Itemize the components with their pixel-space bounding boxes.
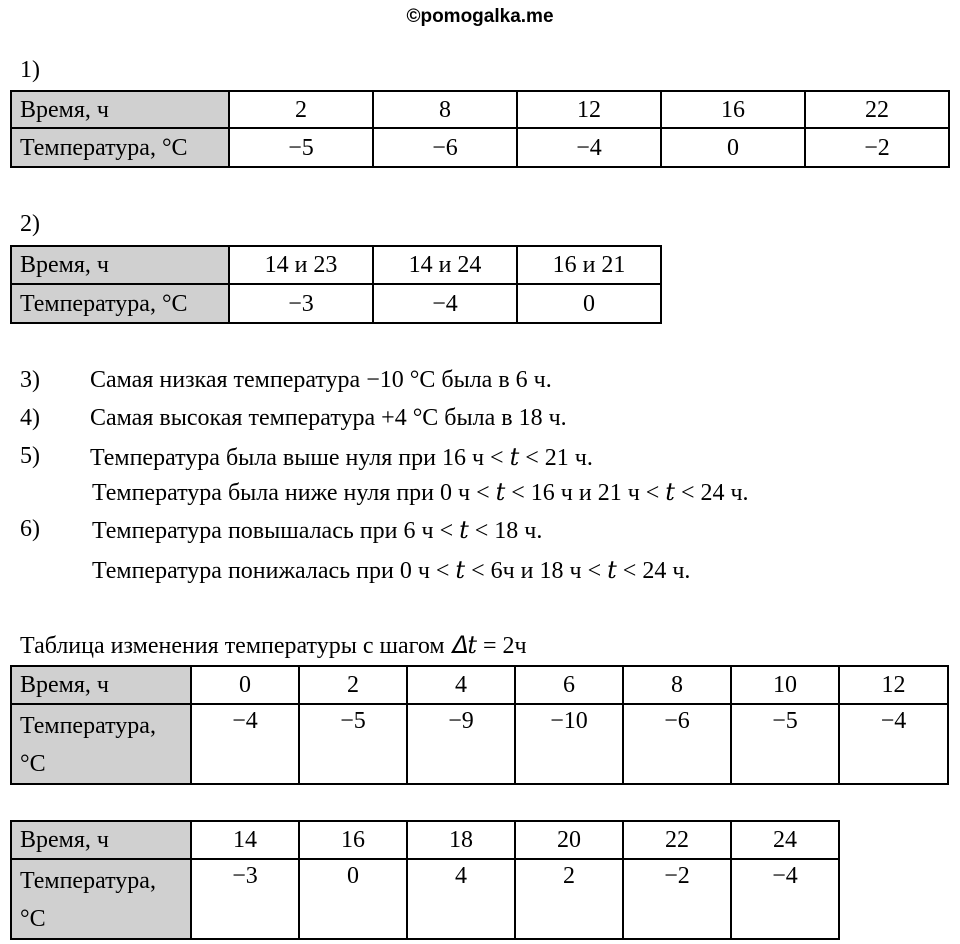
part2-number: 2) xyxy=(20,211,40,237)
temp-cell: −4 xyxy=(517,128,661,167)
time-cell: 12 xyxy=(517,91,661,128)
time-cell: 0 xyxy=(191,666,299,704)
statement-text: Самая низкая температура −10 °С была в 6 ч. xyxy=(90,367,552,393)
time-cell: 22 xyxy=(623,821,731,859)
temp-row xyxy=(11,704,948,784)
time-cell: 10 xyxy=(731,666,839,704)
temp-cell: −6 xyxy=(623,704,731,784)
time-cell: 20 xyxy=(515,821,623,859)
time-row xyxy=(11,666,948,704)
time-cell: 14 и 23 xyxy=(229,246,373,284)
temp-cell: 0 xyxy=(517,284,661,323)
time-cell: 14 xyxy=(191,821,299,859)
time-cell: 8 xyxy=(373,91,517,128)
time-cell: 8 xyxy=(623,666,731,704)
time-cell: 2 xyxy=(299,666,407,704)
step-table-b xyxy=(10,820,840,940)
time-label: Время, ч xyxy=(11,821,191,859)
time-row xyxy=(11,821,839,859)
statement-text: Температура была выше нуля при 16 ч < 𝑡 < 21 ч. xyxy=(90,445,593,471)
temp-row xyxy=(11,859,839,939)
temp-cell: −9 xyxy=(407,704,515,784)
temp-cell: −4 xyxy=(839,704,948,784)
time-row xyxy=(11,91,949,128)
statement-text: Температура повышалась при 6 ч < 𝑡 < 18 ч. xyxy=(92,518,543,544)
temp-cell: 4 xyxy=(407,859,515,939)
statement-number: 4) xyxy=(20,405,40,431)
time-cell: 16 и 21 xyxy=(517,246,661,284)
temp-cell: −4 xyxy=(373,284,517,323)
time-cell: 24 xyxy=(731,821,839,859)
temp-label-line1: Температура, xyxy=(20,713,156,739)
temp-cell: −10 xyxy=(515,704,623,784)
time-label: Время, ч xyxy=(11,246,229,284)
temp-cell: −6 xyxy=(373,128,517,167)
temp-label xyxy=(11,859,191,939)
step-table-a xyxy=(10,665,949,785)
temp-cell: −4 xyxy=(731,859,839,939)
statement-number: 3) xyxy=(20,367,40,393)
temp-cell: −3 xyxy=(191,859,299,939)
time-cell: 12 xyxy=(839,666,948,704)
temp-cell: −5 xyxy=(229,128,373,167)
time-cell: 6 xyxy=(515,666,623,704)
temp-cell: −2 xyxy=(623,859,731,939)
statement-number: 5) xyxy=(20,443,40,469)
temp-cell: −4 xyxy=(191,704,299,784)
statement-number: 6) xyxy=(20,516,40,542)
time-cell: 14 и 24 xyxy=(373,246,517,284)
temp-label-line1: Температура, xyxy=(20,868,156,894)
time-label: Время, ч xyxy=(11,91,229,128)
time-cell: 18 xyxy=(407,821,515,859)
time-cell: 22 xyxy=(805,91,949,128)
time-cell: 2 xyxy=(229,91,373,128)
statement-text: Температура была ниже нуля при 0 ч < 𝑡 < 16 ч и 21 ч < 𝑡 < 24 ч. xyxy=(92,480,749,506)
statement-text: Самая высокая температура +4 °С была в 18 ч. xyxy=(90,405,567,431)
temp-cell: 0 xyxy=(299,859,407,939)
temp-label-line2: °С xyxy=(20,906,46,932)
time-cell: 16 xyxy=(299,821,407,859)
temp-label: Температура, °С xyxy=(11,284,229,323)
temp-label-line2: °С xyxy=(20,751,46,777)
part2-table xyxy=(10,245,662,324)
part1-number: 1) xyxy=(20,57,40,83)
time-cell: 16 xyxy=(661,91,805,128)
temp-row xyxy=(11,284,661,323)
step-table-caption: Таблица изменения температуры с шагом 𝛥𝑡 = 2ч xyxy=(20,633,527,659)
temp-cell: −2 xyxy=(805,128,949,167)
temp-cell: −5 xyxy=(731,704,839,784)
temp-cell: −3 xyxy=(229,284,373,323)
temp-cell: 0 xyxy=(661,128,805,167)
part1-table xyxy=(10,90,950,168)
temp-label xyxy=(11,704,191,784)
time-row xyxy=(11,246,661,284)
time-cell: 4 xyxy=(407,666,515,704)
temp-label: Температура, °С xyxy=(11,128,229,167)
temp-cell: −5 xyxy=(299,704,407,784)
time-label: Время, ч xyxy=(11,666,191,704)
watermark: ©pomogalka.me xyxy=(406,6,554,27)
statement-text: Температура понижалась при 0 ч < 𝑡 < 6ч и 18 ч < 𝑡 < 24 ч. xyxy=(92,558,691,584)
temp-cell: 2 xyxy=(515,859,623,939)
temp-row xyxy=(11,128,949,167)
